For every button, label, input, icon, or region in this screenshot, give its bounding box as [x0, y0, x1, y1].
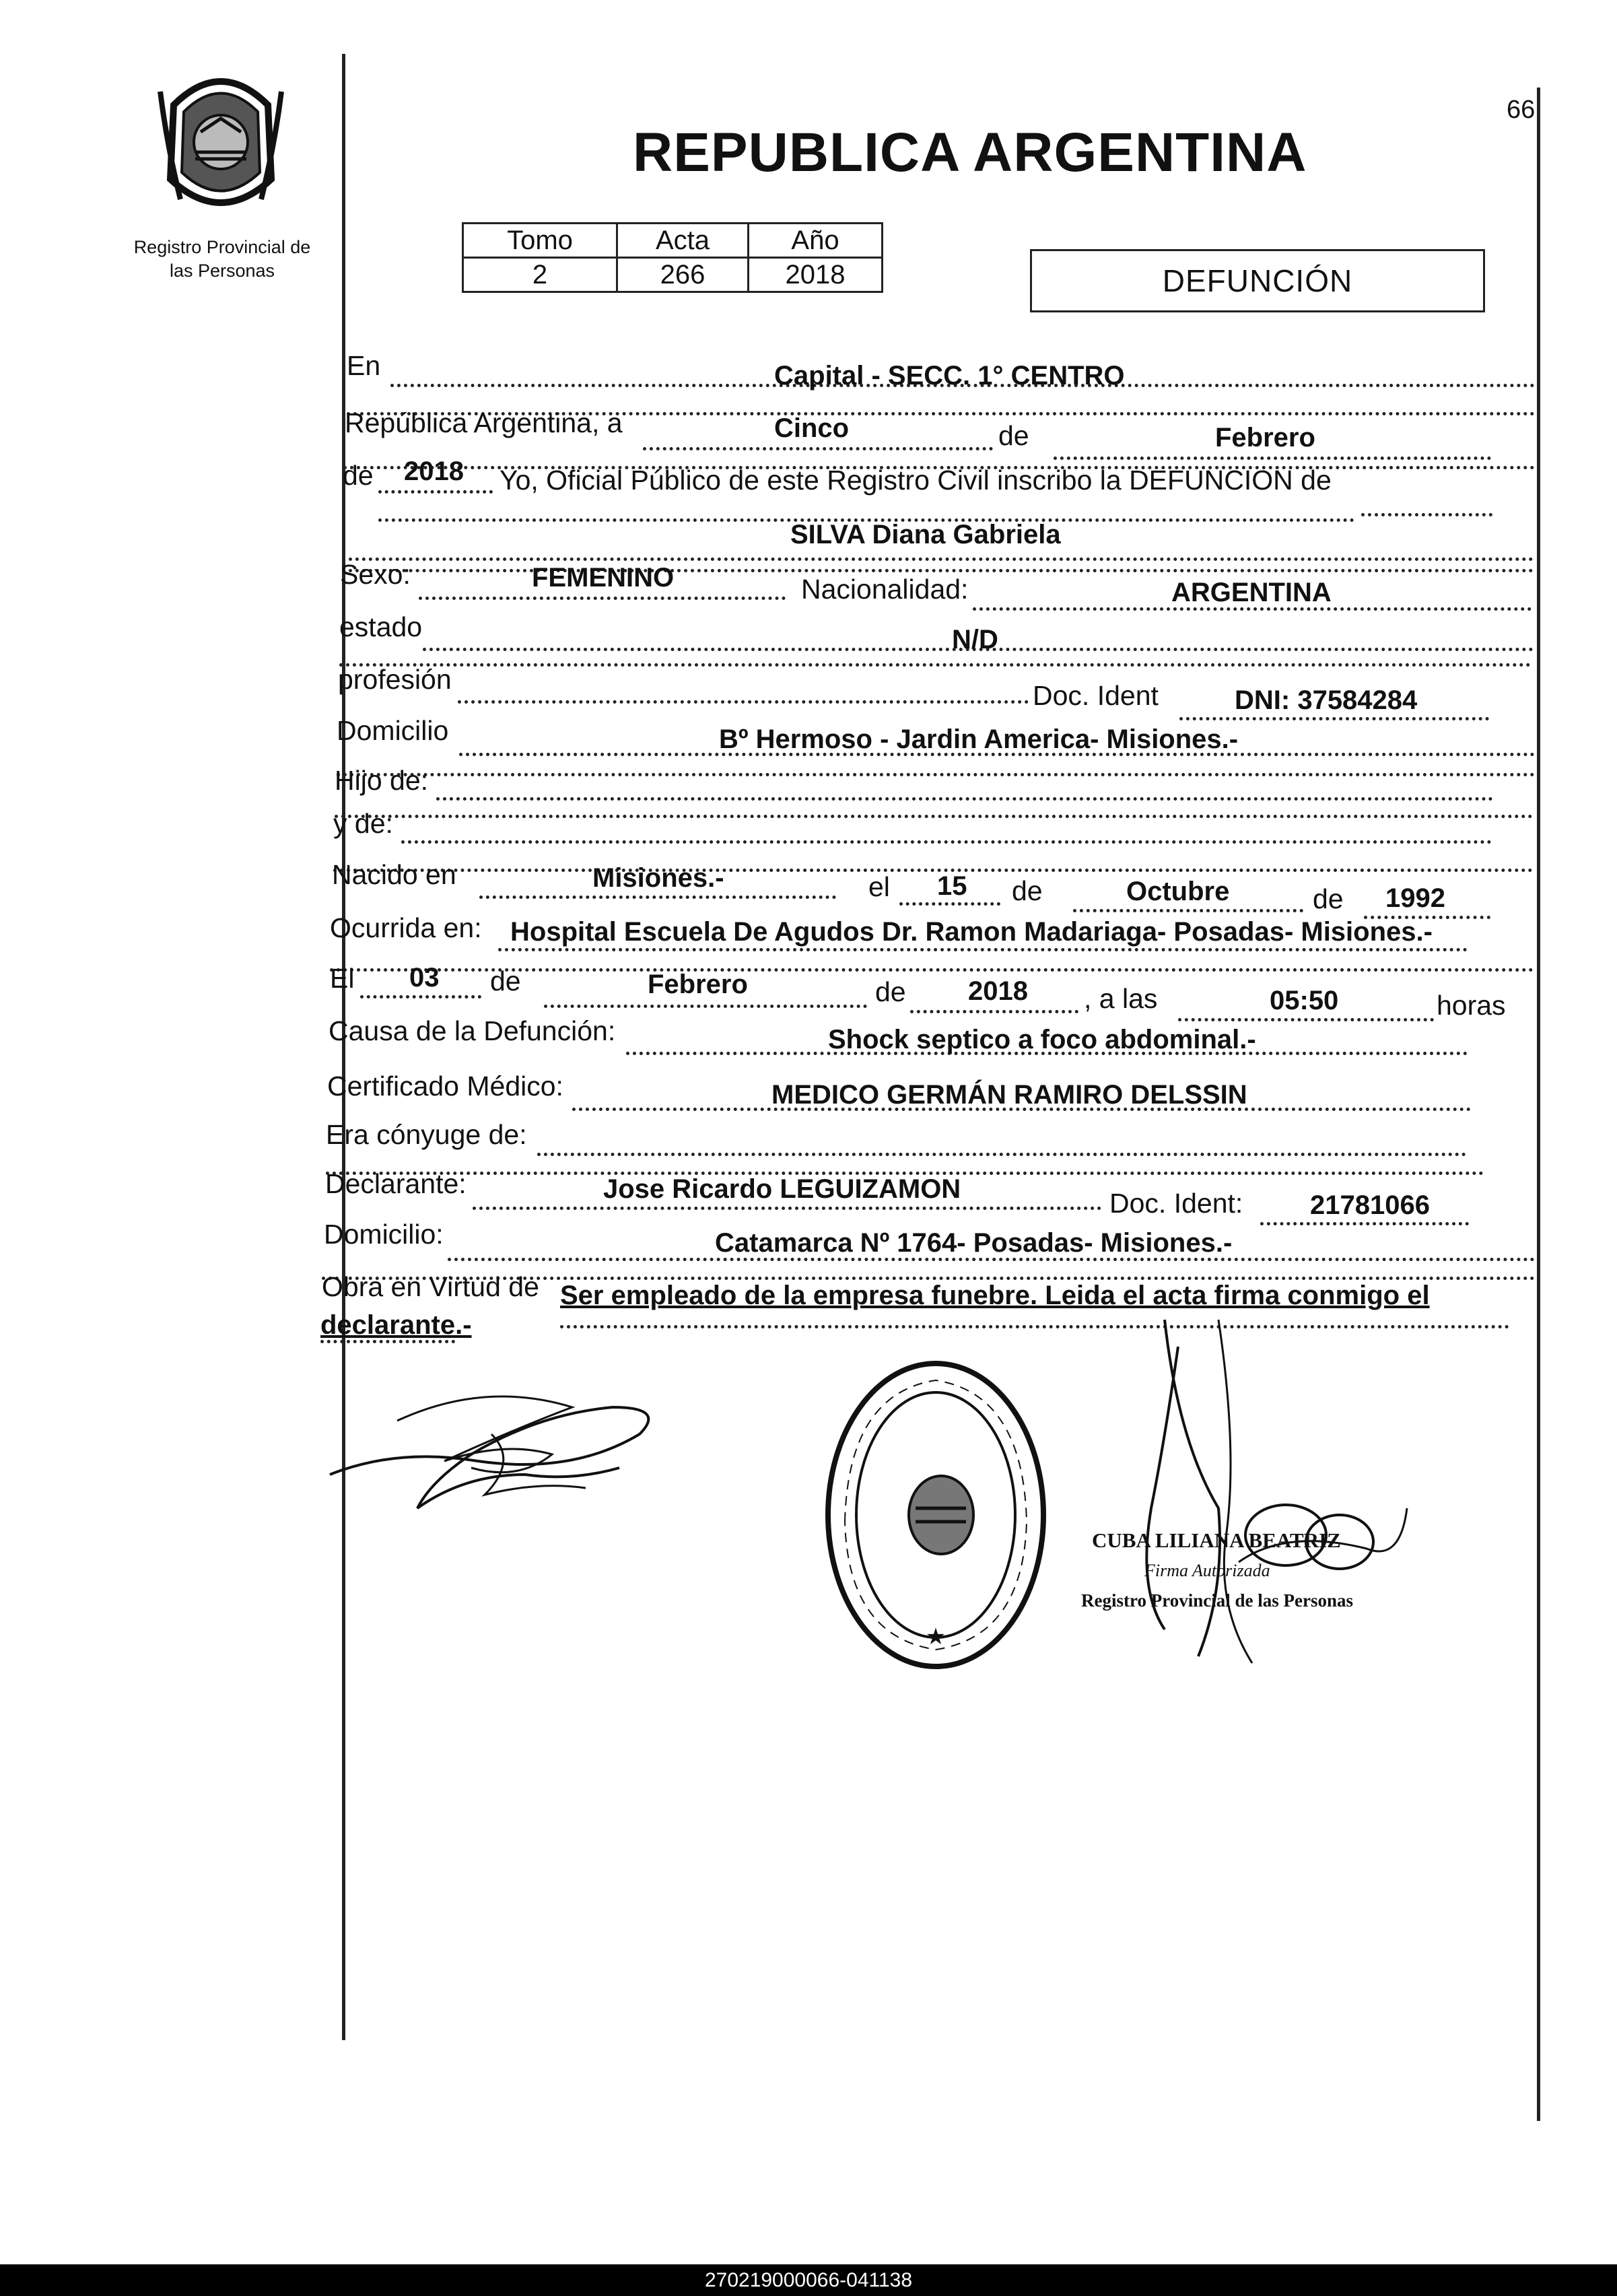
svg-text:★: ★: [925, 1623, 947, 1650]
registry-label: [114, 236, 330, 283]
official-role: Firma Autorizada: [1144, 1561, 1270, 1580]
value-ocurrida-en: Hospital Escuela De Agudos Dr. Ramon Madariaga- Posadas- Misiones.-: [510, 917, 1433, 947]
label-sexo: Sexo:: [340, 559, 411, 590]
label-el: el: [868, 871, 890, 902]
dotted-line: [643, 447, 993, 450]
record-table: [462, 222, 883, 293]
dotted-line: [1361, 513, 1492, 516]
label-profesion: profesión: [338, 664, 452, 695]
dotted-line: [1179, 717, 1489, 720]
value-certificado: MEDICO GERMÁN RAMIRO DELSSIN: [771, 1080, 1247, 1110]
label-de-c: de: [490, 966, 521, 997]
value-declarante: Jose Ricardo LEGUIZAMON: [603, 1174, 961, 1204]
label-horas: horas: [1437, 990, 1506, 1021]
page-number: 66: [1507, 96, 1536, 124]
official-name: CUBA LILIANA BEATRIZ: [1092, 1528, 1341, 1552]
label-y-de: y de:: [333, 808, 393, 839]
dotted-line: [378, 490, 493, 494]
dotted-line: [401, 840, 1492, 844]
value-causa: Shock septico a foco abdominal.-: [828, 1025, 1256, 1054]
declarant-signature: [316, 1367, 666, 1528]
dotted-line: [333, 869, 1533, 872]
registry-oval-stamp: [821, 1353, 1050, 1677]
value-obra-line1: Ser empleado de la empresa funebre. Leida el acta firma conmigo el: [560, 1281, 1430, 1310]
value-declarante-doc: 21781066: [1310, 1190, 1430, 1220]
label-de-b: de: [1313, 883, 1344, 914]
dotted-line: [335, 815, 1533, 818]
value-dia-texto: Cinco: [774, 413, 850, 443]
label-obra-en-virtud: Obra en Virtud de: [322, 1271, 539, 1302]
label-estado: estado: [339, 611, 423, 642]
provincial-seal-logo: [153, 65, 288, 220]
label-en: En: [347, 350, 381, 381]
dotted-line: [1073, 909, 1303, 912]
dotted-line: [910, 1010, 1078, 1013]
dotted-line: [498, 948, 1468, 951]
value-def-mes: Febrero: [648, 970, 748, 999]
label-de: de: [998, 420, 1029, 451]
record-header-tomo: Tomo: [463, 224, 617, 258]
dotted-line: [320, 1340, 455, 1343]
label-causa: Causa de la Defunción:: [329, 1015, 616, 1046]
dotted-line: [1054, 457, 1491, 460]
dotted-line: [436, 797, 1493, 801]
label-de2: de: [343, 460, 374, 491]
label-yo-oficial: Yo, Oficial Público de este Registro Civil inscribo la DEFUNCION de: [500, 465, 1332, 496]
value-def-dia: 03: [409, 963, 440, 992]
value-estado: N/D: [952, 625, 998, 654]
value-nac-anio: 1992: [1385, 883, 1445, 913]
label-el2: El: [330, 963, 355, 994]
record-type-box: DEFUNCIÓN: [1030, 249, 1485, 312]
registry-label-line1: Registro Provincial de: [133, 237, 311, 257]
record-table-value-row: [463, 258, 883, 292]
label-de-d: de: [875, 976, 906, 1007]
label-certificado: Certificado Médico:: [327, 1071, 563, 1102]
record-header-anio: Año: [749, 224, 883, 258]
dotted-line: [1178, 1018, 1434, 1021]
label-doc-ident: Doc. Ident: [1033, 680, 1159, 711]
registry-label-line2: las Personas: [169, 261, 275, 281]
record-header-acta: Acta: [617, 224, 749, 258]
record-value-acta: 266: [617, 258, 749, 292]
label-republica: República Argentina, a: [345, 407, 623, 438]
value-obra-line2: declarante.-: [320, 1310, 472, 1340]
label-declarante: Declarante:: [325, 1168, 467, 1199]
dotted-line: [473, 1207, 1101, 1210]
dotted-line: [479, 896, 836, 899]
value-declarante-domicilio: Catamarca Nº 1764- Posadas- Misiones.-: [715, 1228, 1233, 1258]
value-nacionalidad: ARGENTINA: [1171, 578, 1332, 607]
left-margin-rule: [342, 54, 345, 2040]
label-doc-ident2: Doc. Ident:: [1109, 1188, 1243, 1219]
label-hijo-de: Hijo de:: [335, 765, 429, 796]
right-margin-rule: [1537, 88, 1540, 2121]
dotted-line: [899, 902, 1000, 906]
dotted-line: [1260, 1222, 1469, 1225]
dotted-line: [458, 700, 1029, 704]
dotted-line: [339, 663, 1531, 667]
dotted-line: [342, 558, 1534, 561]
value-anio: 2018: [404, 457, 464, 486]
label-nacionalidad: Nacionalidad:: [801, 574, 969, 605]
label-domicilio: Domicilio: [337, 715, 449, 746]
dotted-line: [419, 597, 786, 600]
record-value-tomo: 2: [463, 258, 617, 292]
dotted-line: [537, 1153, 1466, 1156]
label-de-a: de: [1012, 875, 1043, 906]
value-dni: DNI: 37584284: [1235, 685, 1418, 715]
dotted-line: [544, 1005, 867, 1008]
value-nac-mes: Octubre: [1126, 877, 1230, 906]
record-table-header-row: [463, 224, 883, 258]
official-office: Registro Provincial de las Personas: [1081, 1590, 1353, 1611]
value-nacido-en: Misiones.-: [592, 863, 724, 893]
label-nacido-en: Nacido en: [332, 859, 456, 890]
value-lugar: Capital - SECC. 1° CENTRO: [774, 361, 1125, 391]
dotted-line: [360, 995, 481, 999]
label-domicilio2: Domicilio:: [324, 1219, 444, 1250]
value-sexo: FEMENINO: [532, 563, 675, 593]
document-title: REPUBLICA ARGENTINA: [633, 122, 1307, 183]
official-signature: [1084, 1306, 1461, 1683]
value-def-hora: 05:50: [1270, 986, 1339, 1015]
footer-barcode-text: 270219000066-041138: [0, 2264, 1617, 2296]
label-conyuge: Era cónyuge de:: [326, 1119, 527, 1150]
dotted-line: [342, 569, 1534, 572]
dotted-line: [337, 773, 1535, 776]
label-a-las: , a las: [1084, 983, 1158, 1014]
value-mes: Febrero: [1215, 423, 1315, 452]
value-nombre: SILVA Diana Gabriela: [790, 520, 1061, 549]
label-ocurrida-en: Ocurrida en:: [330, 912, 482, 943]
value-def-anio: 2018: [968, 976, 1028, 1006]
value-domicilio: Bº Hermoso - Jardin America- Misiones.-: [719, 724, 1239, 754]
value-nac-dia: 15: [937, 871, 967, 901]
record-value-anio: 2018: [749, 258, 883, 292]
